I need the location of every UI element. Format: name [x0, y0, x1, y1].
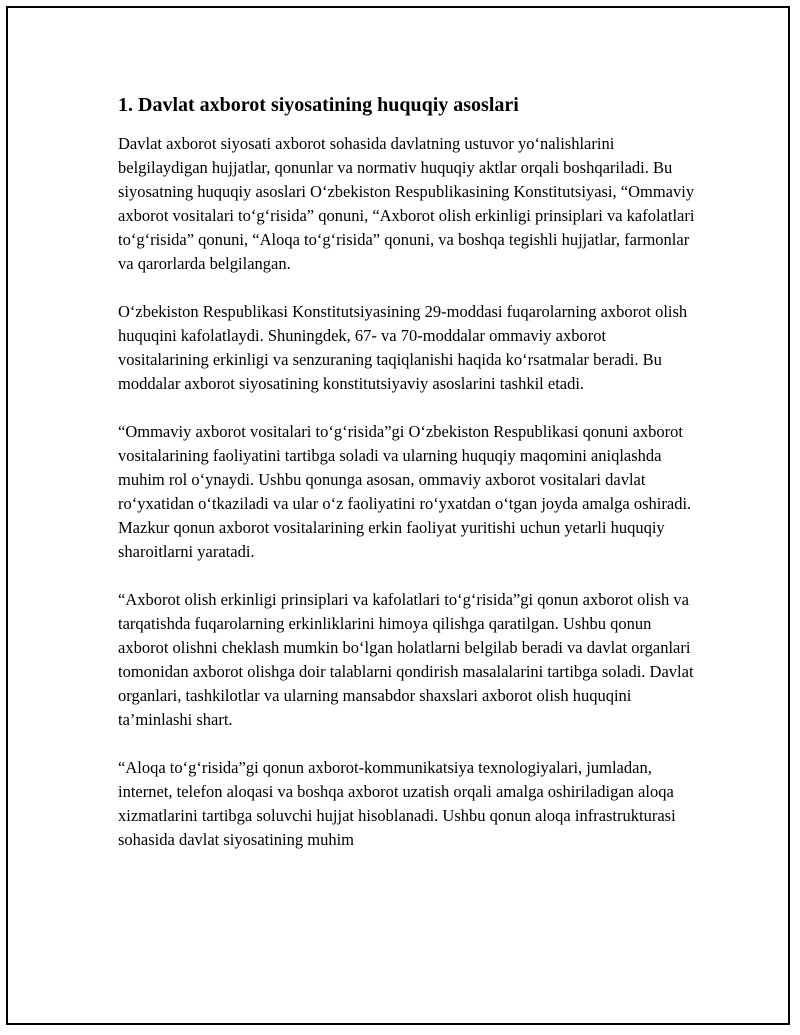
paragraph-freedom-of-information-law: “Axborot olish erkinligi prinsiplari va kafolatlari to‘g‘risida”gi qonun axborot olish va tarqatishda fuqarolarning erkinliklarini himoya qilishga qaratilgan. Ushbu qonun axborot olishni cheklash mumkin bo‘lgan holatlarni belgilab beradi va davlat organlari tomonidan axborot olishga doir talablarni qondirish masalalarini tartibga soladi. Davlat organlari, tashkilotlar va ularning mansabdor shaxslari axborot olish huquqini ta’minlashi shart.	[118, 590, 694, 729]
paragraph-mass-media-law: “Ommaviy axborot vositalari to‘g‘risida”gi O‘zbekiston Respublikasi qonuni axborot vositalarining faoliyatini tartibga soladi va ularning huquqiy maqomini aniqlashda muhim rol o‘ynaydi. Ushbu qonunga asosan, ommaviy axborot vositalari davlat ro‘yxatidan o‘tkaziladi va ular o‘z faoliyatini ro‘yxatdan o‘tgan joyda amalga oshiradi. Mazkur qonun axborot vositalarining erkin faoliyat yuritishi uchun yetarli huquqiy sharoitlarni yaratadi.	[118, 422, 692, 561]
paragraph-legal-basis: Davlat axborot siyosati axborot sohasida davlatning ustuvor yo‘nalishlarini belgilaydigan hujjatlar, qonunlar va normativ huquqiy aktlar orqali boshqariladi. Bu siyosatning huquqiy asoslari O‘zbekiston Respublikasining Konstitutsiyasi, “Ommaviy axborot vositalari to‘g‘risida” qonuni, “Axborot olish erkinligi prinsiplari va kafolatlari to‘g‘risida” qonuni, “Aloqa to‘g‘risida” qonuni, va boshqa tegishli hujjatlar, farmonlar va qarorlarda belgilangan.	[118, 134, 695, 273]
document-body	[118, 92, 698, 876]
paragraph-telecom-law: “Aloqa to‘g‘risida”gi qonun axborot-kommunikatsiya texnologiyalari, jumladan, internet, telefon aloqasi va boshqa axborot uzatish orqali amalga oshiriladigan aloqa xizmatlarini tartibga soluvchi hujjat hisoblanadi. Ushbu qonun aloqa infrastrukturasi sohasida davlat siyosatining muhim	[118, 758, 676, 849]
paragraph-constitution: O‘zbekiston Respublikasi Konstitutsiyasining 29-moddasi fuqarolarning axborot olish huquqini kafolatlaydi. Shuningdek, 67- va 70-moddalar ommaviy axborot vositalarining erkinligi va senzuraning taqiqlanishi haqida ko‘rsatmalar beradi. Bu moddalar axborot siyosatining konstitutsiyaviy asoslarini tashkil etadi.	[118, 302, 688, 393]
section-heading: 1. Davlat axborot siyosatining huquqiy asoslari	[118, 94, 519, 116]
